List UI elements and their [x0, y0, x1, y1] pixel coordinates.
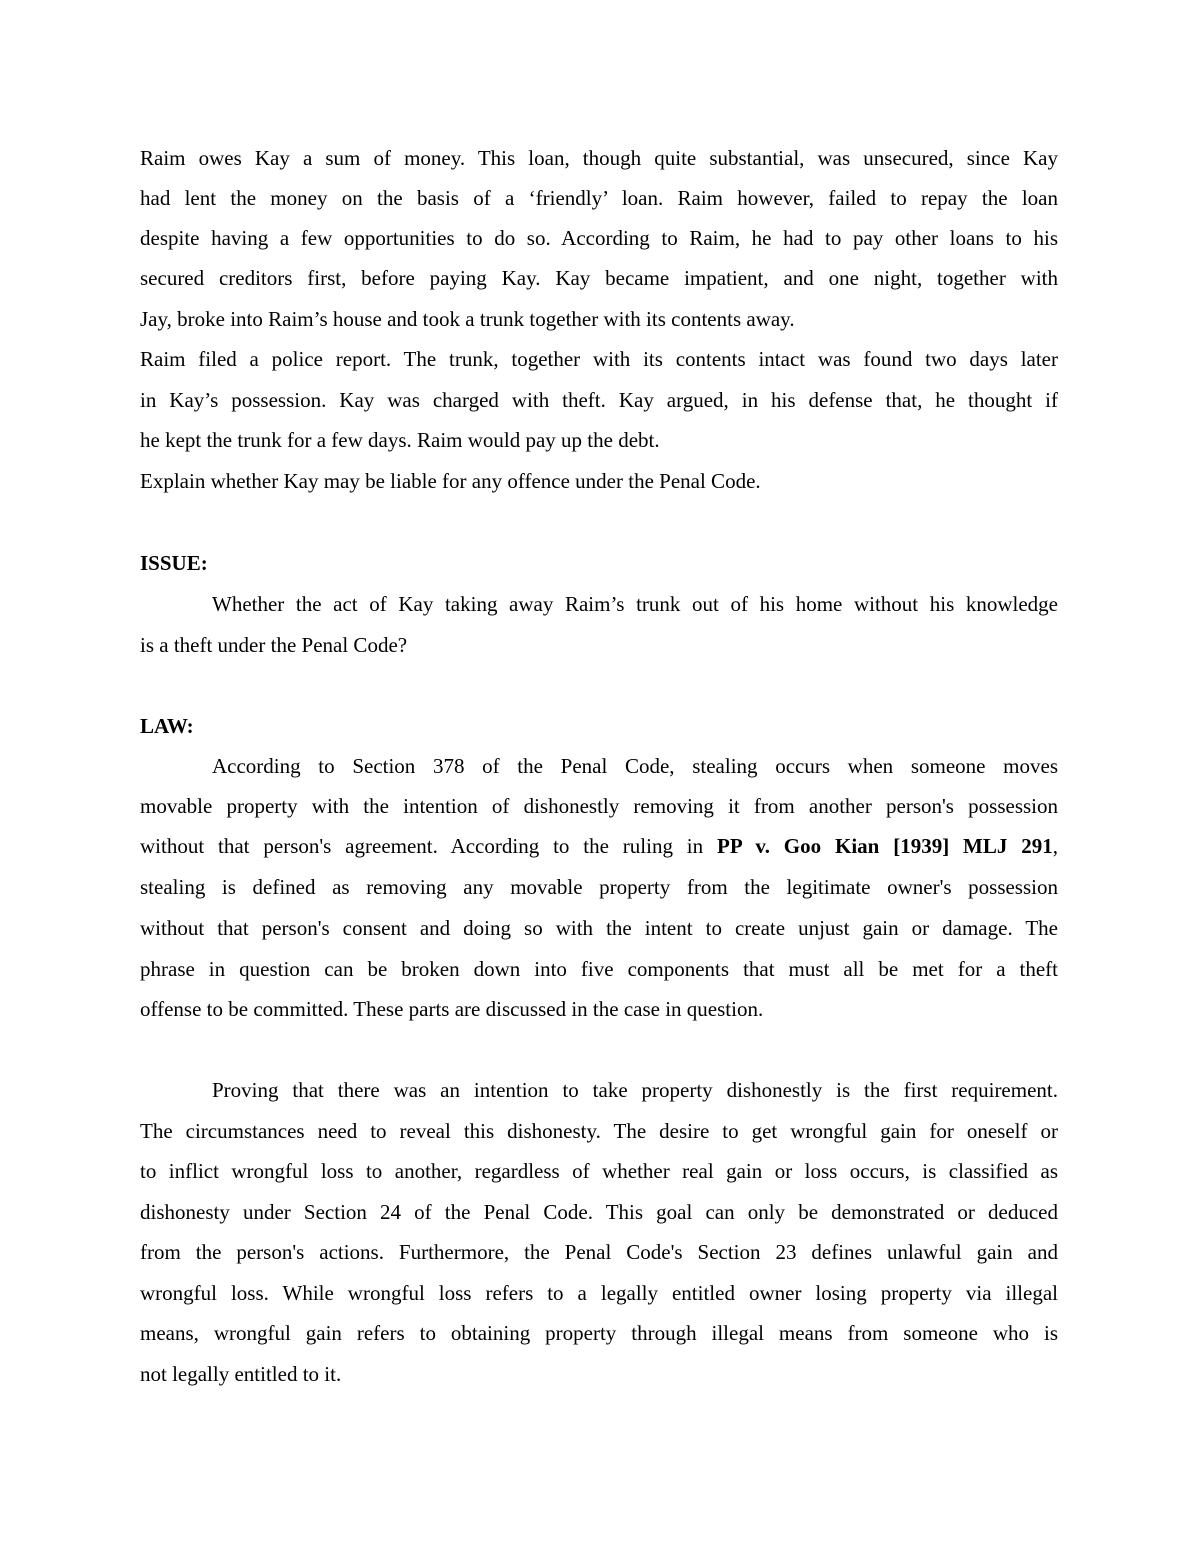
law-line-text: without that person's agreement. According to the ruling in — [140, 834, 717, 858]
issue-line: is a theft under the Penal Code? — [140, 633, 408, 657]
question-line: Explain whether Kay may be liable for any offence under the Penal Code. — [140, 469, 761, 493]
law-line-text: , — [1052, 834, 1058, 858]
law-heading: LAW: — [140, 714, 194, 738]
law-line: to inflict wrongful loss to another, regardless of whether real gain or loss occurs, is classified as — [140, 1159, 1058, 1183]
law-line: dishonesty under Section 24 of the Penal Code. This goal can only be demonstrated or deduced — [140, 1200, 1058, 1224]
law-line: According to Section 378 of the Penal Code, stealing occurs when someone moves — [212, 754, 1058, 778]
law-line: stealing is defined as removing any movable property from the legitimate owner's possession — [140, 875, 1058, 899]
facts-line: secured creditors first, before paying Kay. Kay became impatient, and one night, together with — [140, 266, 1058, 290]
law-line: means, wrongful gain refers to obtaining property through illegal means from someone who is — [140, 1321, 1058, 1345]
facts-line: had lent the money on the basis of a ‘friendly’ loan. Raim however, failed to repay the loan — [140, 186, 1058, 210]
law-line: movable property with the intention of dishonestly removing it from another person's possession — [140, 794, 1058, 818]
law-line: without that person's consent and doing so with the intent to create unjust gain or damage. The — [140, 916, 1058, 940]
facts-line: Raim filed a police report. The trunk, together with its contents intact was found two days later — [140, 347, 1058, 371]
facts-line: in Kay’s possession. Kay was charged with theft. Kay argued, in his defense that, he thought if — [140, 388, 1058, 412]
law-line: not legally entitled to it. — [140, 1362, 342, 1386]
issue-heading: ISSUE: — [140, 551, 208, 575]
facts-line: Jay, broke into Raim’s house and took a trunk together with its contents away. — [140, 307, 795, 331]
law-line: from the person's actions. Furthermore, the Penal Code's Section 23 defines unlawful gain and — [140, 1240, 1058, 1264]
law-line: wrongful loss. While wrongful loss refers to a legally entitled owner losing property via illegal — [140, 1281, 1058, 1305]
law-line-with-citation — [140, 831, 1058, 861]
facts-line: despite having a few opportunities to do so. According to Raim, he had to pay other loans to his — [140, 226, 1058, 250]
law-line: The circumstances need to reveal this dishonesty. The desire to get wrongful gain for oneself or — [140, 1119, 1058, 1143]
issue-line: Whether the act of Kay taking away Raim’s trunk out of his home without his knowledge — [212, 592, 1058, 616]
law-line: phrase in question can be broken down into five components that must all be met for a theft — [140, 957, 1058, 981]
law-line: Proving that there was an intention to take property dishonestly is the first requirement. — [212, 1078, 1058, 1102]
facts-line: Raim owes Kay a sum of money. This loan, though quite substantial, was unsecured, since Kay — [140, 146, 1058, 170]
facts-line: he kept the trunk for a few days. Raim would pay up the debt. — [140, 428, 660, 452]
law-line: offense to be committed. These parts are discussed in the case in question. — [140, 997, 764, 1021]
case-citation: PP v. Goo Kian [1939] MLJ 291 — [717, 834, 1053, 858]
